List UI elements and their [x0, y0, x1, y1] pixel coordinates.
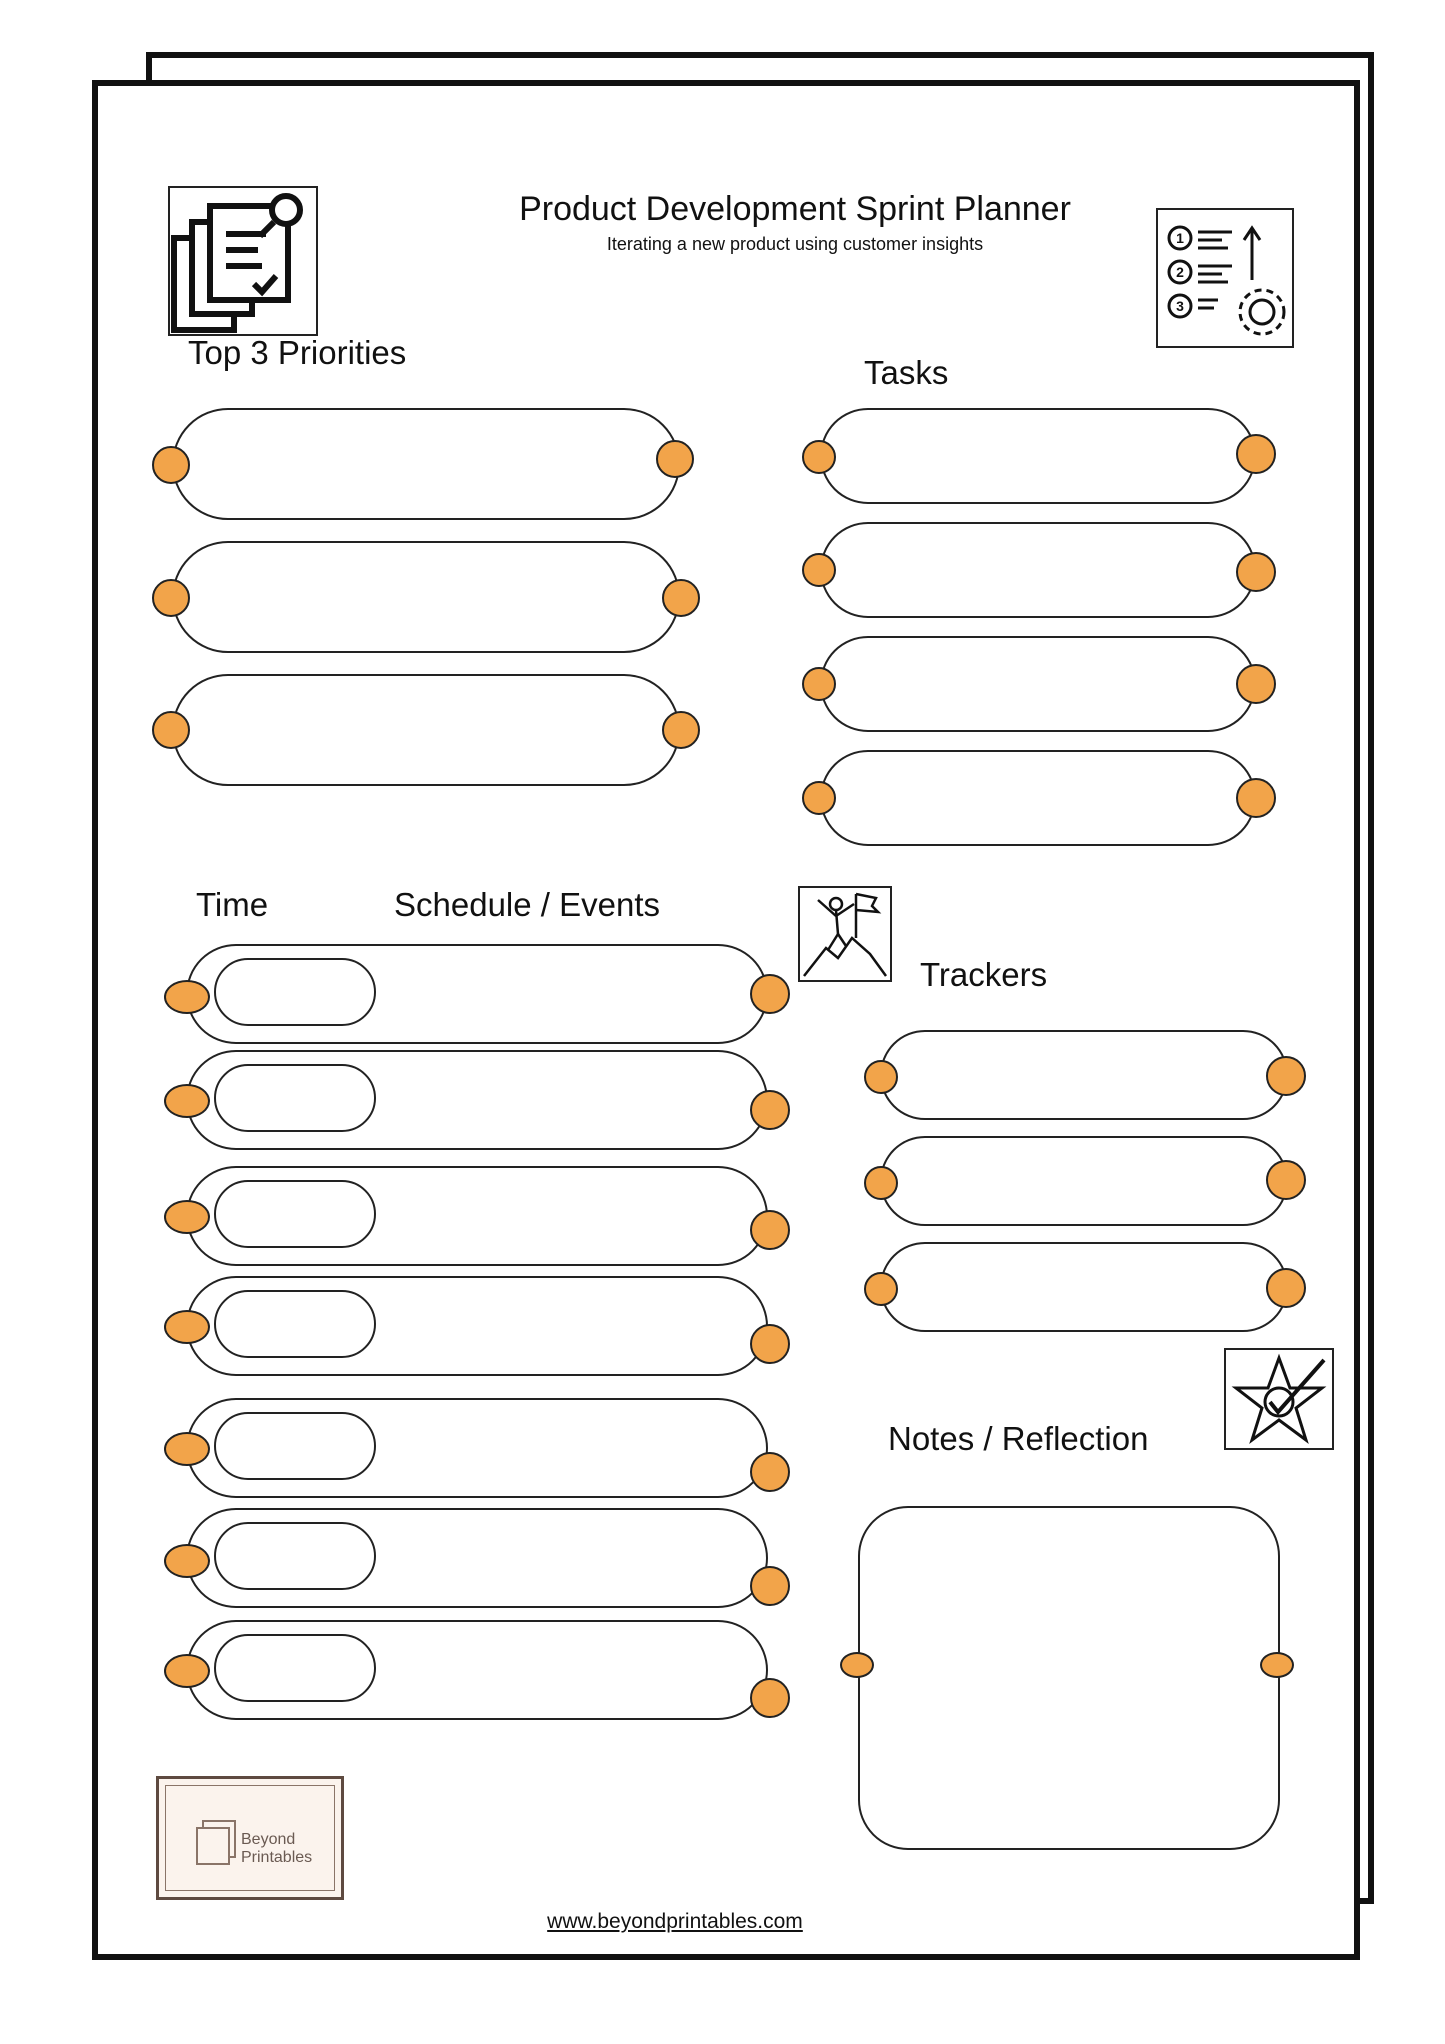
page-title: Product Development Sprint Planner — [519, 190, 1071, 228]
task-field-4[interactable] — [820, 750, 1256, 846]
stacked-pages-icon — [195, 1819, 239, 1867]
tracker-field-1[interactable] — [880, 1030, 1288, 1120]
task-field-2[interactable] — [820, 522, 1256, 618]
tracker-dot-left — [864, 1166, 898, 1200]
svg-text:3: 3 — [1176, 298, 1184, 314]
notes-area[interactable] — [858, 1506, 1280, 1850]
priority-field-1[interactable] — [172, 408, 680, 520]
time-slot[interactable] — [214, 1064, 376, 1132]
task-field-3[interactable] — [820, 636, 1256, 732]
documents-pin-icon — [168, 186, 318, 336]
task-dot-right — [1236, 664, 1276, 704]
task-dot-left — [802, 440, 836, 474]
task-dot-left — [802, 553, 836, 587]
schedule-dot-left — [164, 1200, 210, 1234]
task-dot-left — [802, 781, 836, 815]
schedule-dot-right — [750, 1452, 790, 1492]
priority-dot-left — [152, 711, 190, 749]
tasks-heading: Tasks — [864, 354, 949, 391]
priority-dot-right — [662, 711, 700, 749]
star-check-icon — [1224, 1348, 1334, 1450]
schedule-dot-left — [164, 1310, 210, 1344]
notes-dot-left — [840, 1652, 874, 1678]
page-subtitle: Iterating a new product using customer insights — [606, 234, 984, 254]
schedule-dot-left — [164, 1084, 210, 1118]
schedule-dot-right — [750, 1210, 790, 1250]
logo-line-2: Printables — [241, 1849, 313, 1866]
time-heading: Time — [196, 886, 269, 923]
task-dot-left — [802, 667, 836, 701]
tracker-dot-left — [864, 1272, 898, 1306]
time-slot[interactable] — [214, 1290, 376, 1358]
time-slot[interactable] — [214, 1180, 376, 1248]
schedule-dot-right — [750, 1090, 790, 1130]
priority-field-2[interactable] — [172, 541, 680, 653]
summit-flag-icon — [798, 886, 892, 982]
schedule-dot-right — [750, 1324, 790, 1364]
tracker-dot-left — [864, 1060, 898, 1094]
logo-line-1: Beyond — [241, 1831, 296, 1848]
priority-field-3[interactable] — [172, 674, 680, 786]
time-slot[interactable] — [214, 1412, 376, 1480]
tracker-field-3[interactable] — [880, 1242, 1288, 1332]
tracker-dot-right — [1266, 1160, 1306, 1200]
numbered-list-gear-icon — [1156, 208, 1294, 348]
notes-heading: Notes / Reflection — [888, 1420, 1149, 1457]
time-slot[interactable] — [214, 958, 376, 1026]
schedule-dot-left — [164, 1432, 210, 1466]
tracker-dot-right — [1266, 1268, 1306, 1308]
task-dot-right — [1236, 434, 1276, 474]
schedule-heading: Schedule / Events — [394, 886, 660, 923]
schedule-dot-right — [750, 1678, 790, 1718]
priority-dot-left — [152, 579, 190, 617]
schedule-dot-left — [164, 1654, 210, 1688]
task-field-1[interactable] — [820, 408, 1256, 504]
tracker-field-2[interactable] — [880, 1136, 1288, 1226]
tracker-dot-right — [1266, 1056, 1306, 1096]
schedule-dot-left — [164, 1544, 210, 1578]
notes-dot-right — [1260, 1652, 1294, 1678]
time-slot[interactable] — [214, 1522, 376, 1590]
trackers-heading: Trackers — [920, 956, 1048, 993]
schedule-dot-left — [164, 980, 210, 1014]
task-dot-right — [1236, 778, 1276, 818]
time-slot[interactable] — [214, 1634, 376, 1702]
schedule-dot-right — [750, 1566, 790, 1606]
task-dot-right — [1236, 552, 1276, 592]
priorities-heading: Top 3 Priorities — [188, 334, 407, 371]
priority-dot-right — [656, 440, 694, 478]
schedule-dot-right — [750, 974, 790, 1014]
svg-text:2: 2 — [1176, 264, 1184, 280]
beyond-printables-logo — [156, 1776, 344, 1900]
website-link[interactable]: www.beyondprintables.com — [547, 1910, 803, 1933]
priority-dot-left — [152, 446, 190, 484]
priority-dot-right — [662, 579, 700, 617]
svg-text:1: 1 — [1176, 230, 1184, 246]
